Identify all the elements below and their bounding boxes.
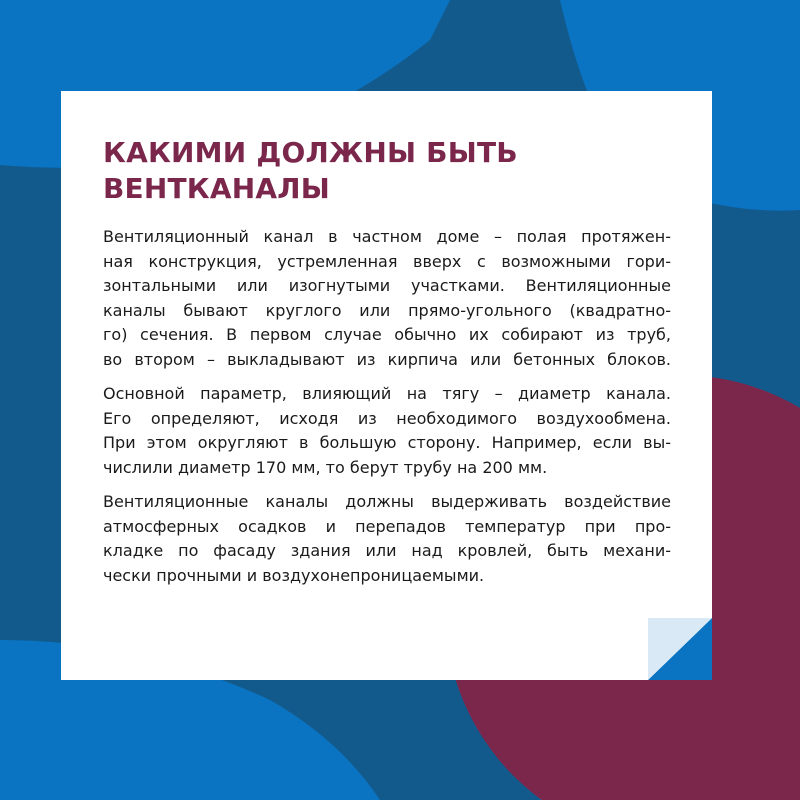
text-line: зонтальными или изогнутыми участками. Вентиляционные <box>103 276 671 295</box>
title-line-1: КАКИМИ ДОЛЖНЫ БЫТЬ <box>103 136 518 169</box>
paragraph-1 <box>103 225 671 372</box>
text-line: каналы бывают круглого или прямо-угольного (квадратно- <box>103 300 671 320</box>
text-line: ная конструкция, устремленная вверх с возможными гори- <box>103 251 671 271</box>
title-line-2: ВЕНТКАНАЛЫ <box>103 172 330 205</box>
text-line: Вентиляционные каналы должны выдерживать воздействие <box>103 492 671 511</box>
text-line: кладке по фасаду здания или над кровлей, быть механи- <box>103 541 671 560</box>
text-line: Его определяют, исходя из необходимого воздухообмена. <box>103 408 671 428</box>
text-line: во втором – выкладывают из кирпича или бетонных блоков. <box>103 349 671 369</box>
page-curl-corner <box>648 618 712 680</box>
paragraph-3 <box>103 490 671 588</box>
text-line: Вентиляционный канал в частном доме – полая протяжен- <box>103 227 671 246</box>
text-line: При этом округляют в большую сторону. Например, если вы- <box>103 433 671 452</box>
text-line: чески прочными и воздухонепроницаемыми. <box>103 565 485 585</box>
text-line: атмосферных осадков и перепадов температур при про- <box>103 516 671 536</box>
text-line: Основной параметр, влияющий на тягу – диаметр канала. <box>103 384 671 403</box>
text-line: числили диаметр 170 мм, то берут трубу на 200 мм. <box>103 457 548 477</box>
article-body <box>103 225 671 598</box>
text-line: го) сечения. В первом случае обычно их собирают из труб, <box>103 325 671 344</box>
paragraph-2 <box>103 382 671 480</box>
page-title <box>103 135 663 207</box>
content-card <box>61 91 712 680</box>
